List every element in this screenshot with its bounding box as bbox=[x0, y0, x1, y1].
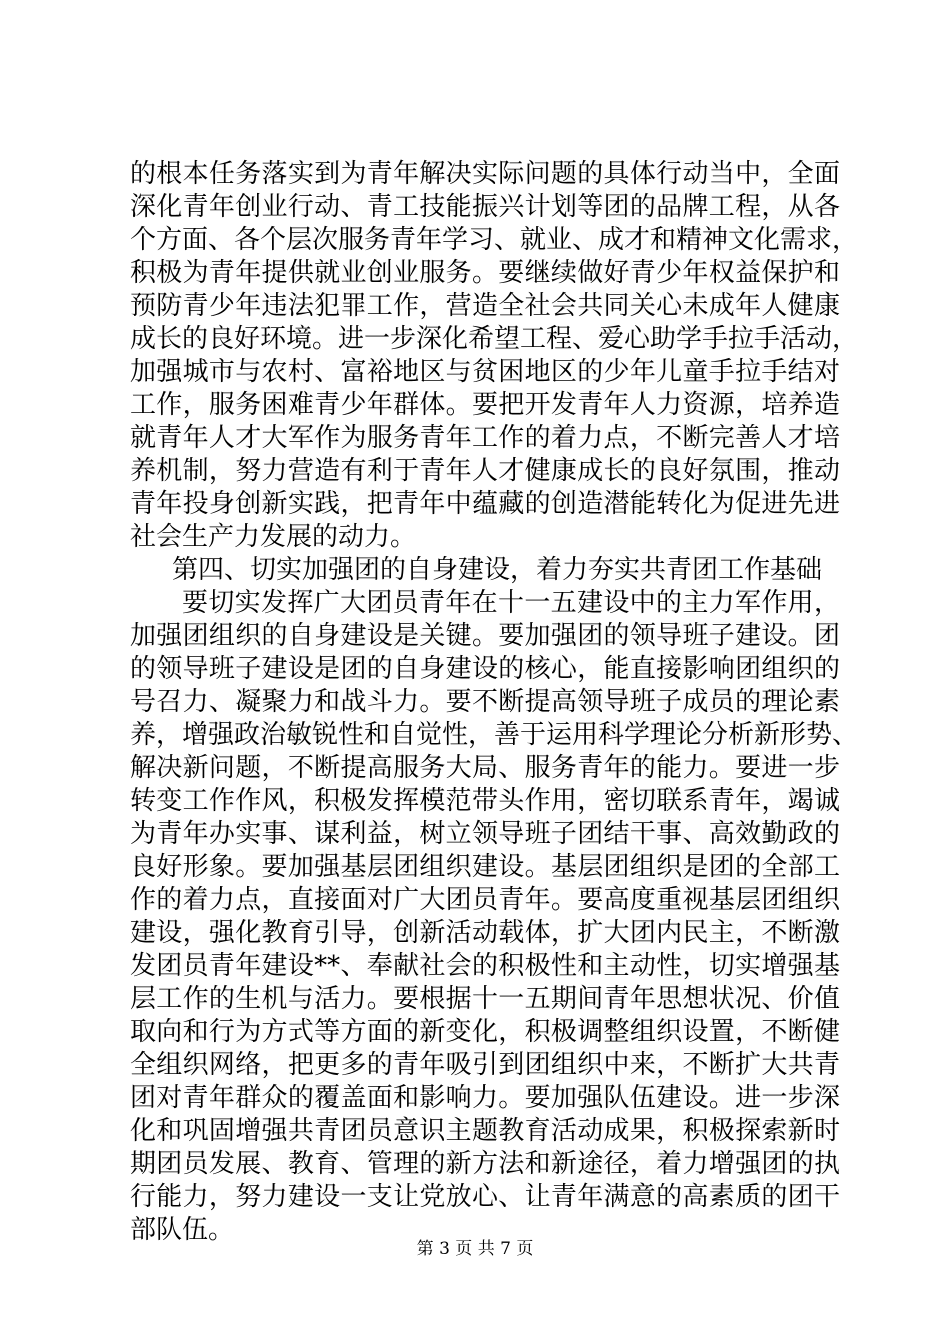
page-number-footer: 第 3 页 共 7 页 bbox=[416, 1239, 534, 1259]
paragraph-line: 成长的良好环境。进一步深化希望工程、爱心助学手拉手活动， bbox=[130, 324, 859, 354]
paragraph-line: 行能力，努力建设一支让党放心、让青年满意的高素质的团干 bbox=[130, 1182, 840, 1212]
paragraph-line: 预防青少年违法犯罪工作，营造全社会共同关心未成年人健康 bbox=[130, 291, 840, 321]
body-text bbox=[130, 158, 859, 1247]
paragraph-line: 个方面、各个层次服务青年学习、就业、成才和精神文化需求， bbox=[130, 225, 859, 255]
paragraph-line: 要切实发挥广大团员青年在十一五建设中的主力军作用， bbox=[182, 588, 840, 618]
paragraph-line: 解决新问题，不断提高服务大局、服务青年的能力。要进一步 bbox=[130, 753, 840, 783]
paragraph-line: 化和巩固增强共青团员意识主题教育活动成果，积极探索新时 bbox=[130, 1116, 840, 1146]
paragraph-line: 号召力、凝聚力和战斗力。要不断提高领导班子成员的理论素 bbox=[130, 687, 840, 717]
paragraph-line: 转变工作作风，积极发挥模范带头作用，密切联系青年，竭诚 bbox=[130, 786, 840, 816]
paragraph-line: 青年投身创新实践，把青年中蕴藏的创造潜能转化为促进先进 bbox=[130, 489, 840, 519]
paragraph-line: 作的着力点，直接面对广大团员青年。要高度重视基层团组织 bbox=[130, 885, 840, 915]
paragraph-line: 深化青年创业行动、青工技能振兴计划等团的品牌工程，从各 bbox=[130, 192, 840, 222]
paragraph-2 bbox=[130, 587, 859, 1247]
paragraph-line: 期团员发展、教育、管理的新方法和新途径，着力增强团的执 bbox=[130, 1149, 840, 1179]
paragraph-line: 积极为青年提供就业创业服务。要继续做好青少年权益保护和 bbox=[130, 258, 840, 288]
paragraph-line: 为青年办实事、谋利益，树立领导班子团结干事、高效勤政的 bbox=[130, 819, 840, 849]
paragraph-line: 养机制，努力营造有利于青年人才健康成长的良好氛围，推动 bbox=[130, 456, 840, 486]
paragraph-line: 发团员青年建设**、奉献社会的积极性和主动性，切实增强基 bbox=[130, 951, 840, 981]
paragraph-line: 的领导班子建设是团的自身建设的核心，能直接影响团组织的 bbox=[130, 654, 840, 684]
paragraph-line: 养，增强政治敏锐性和自觉性，善于运用科学理论分析新形势、 bbox=[130, 720, 859, 750]
paragraph-line: 社会生产力发展的动力。 bbox=[130, 522, 417, 552]
paragraph-line: 的根本任务落实到为青年解决实际问题的具体行动当中，全面 bbox=[130, 159, 840, 189]
paragraph-line: 部队伍。 bbox=[130, 1215, 235, 1245]
paragraph-line: 层工作的生机与活力。要根据十一五期间青年思想状况、价值 bbox=[130, 984, 840, 1014]
paragraph-line: 建设，强化教育引导，创新活动载体，扩大团内民主，不断激 bbox=[130, 918, 840, 948]
paragraph-line: 良好形象。要加强基层团组织建设。基层团组织是团的全部工 bbox=[130, 852, 840, 882]
section-heading: 第四、切实加强团的自身建设，着力夯实共青团工作基础 bbox=[172, 555, 823, 585]
paragraph-1 bbox=[130, 158, 859, 554]
paragraph-line: 全组织网络，把更多的青年吸引到团组织中来，不断扩大共青 bbox=[130, 1050, 840, 1080]
paragraph-line: 就青年人才大军作为服务青年工作的着力点，不断完善人才培 bbox=[130, 423, 840, 453]
paragraph-line: 团对青年群众的覆盖面和影响力。要加强队伍建设。进一步深 bbox=[130, 1083, 840, 1113]
paragraph-line: 工作，服务困难青少年群体。要把开发青年人力资源，培养造 bbox=[130, 390, 840, 420]
paragraph-line: 加强团组织的自身建设是关键。要加强团的领导班子建设。团 bbox=[130, 621, 840, 651]
paragraph-line: 加强城市与农村、富裕地区与贫困地区的少年儿童手拉手结对 bbox=[130, 357, 840, 387]
paragraph-line: 取向和行为方式等方面的新变化，积极调整组织设置，不断健 bbox=[130, 1017, 840, 1047]
